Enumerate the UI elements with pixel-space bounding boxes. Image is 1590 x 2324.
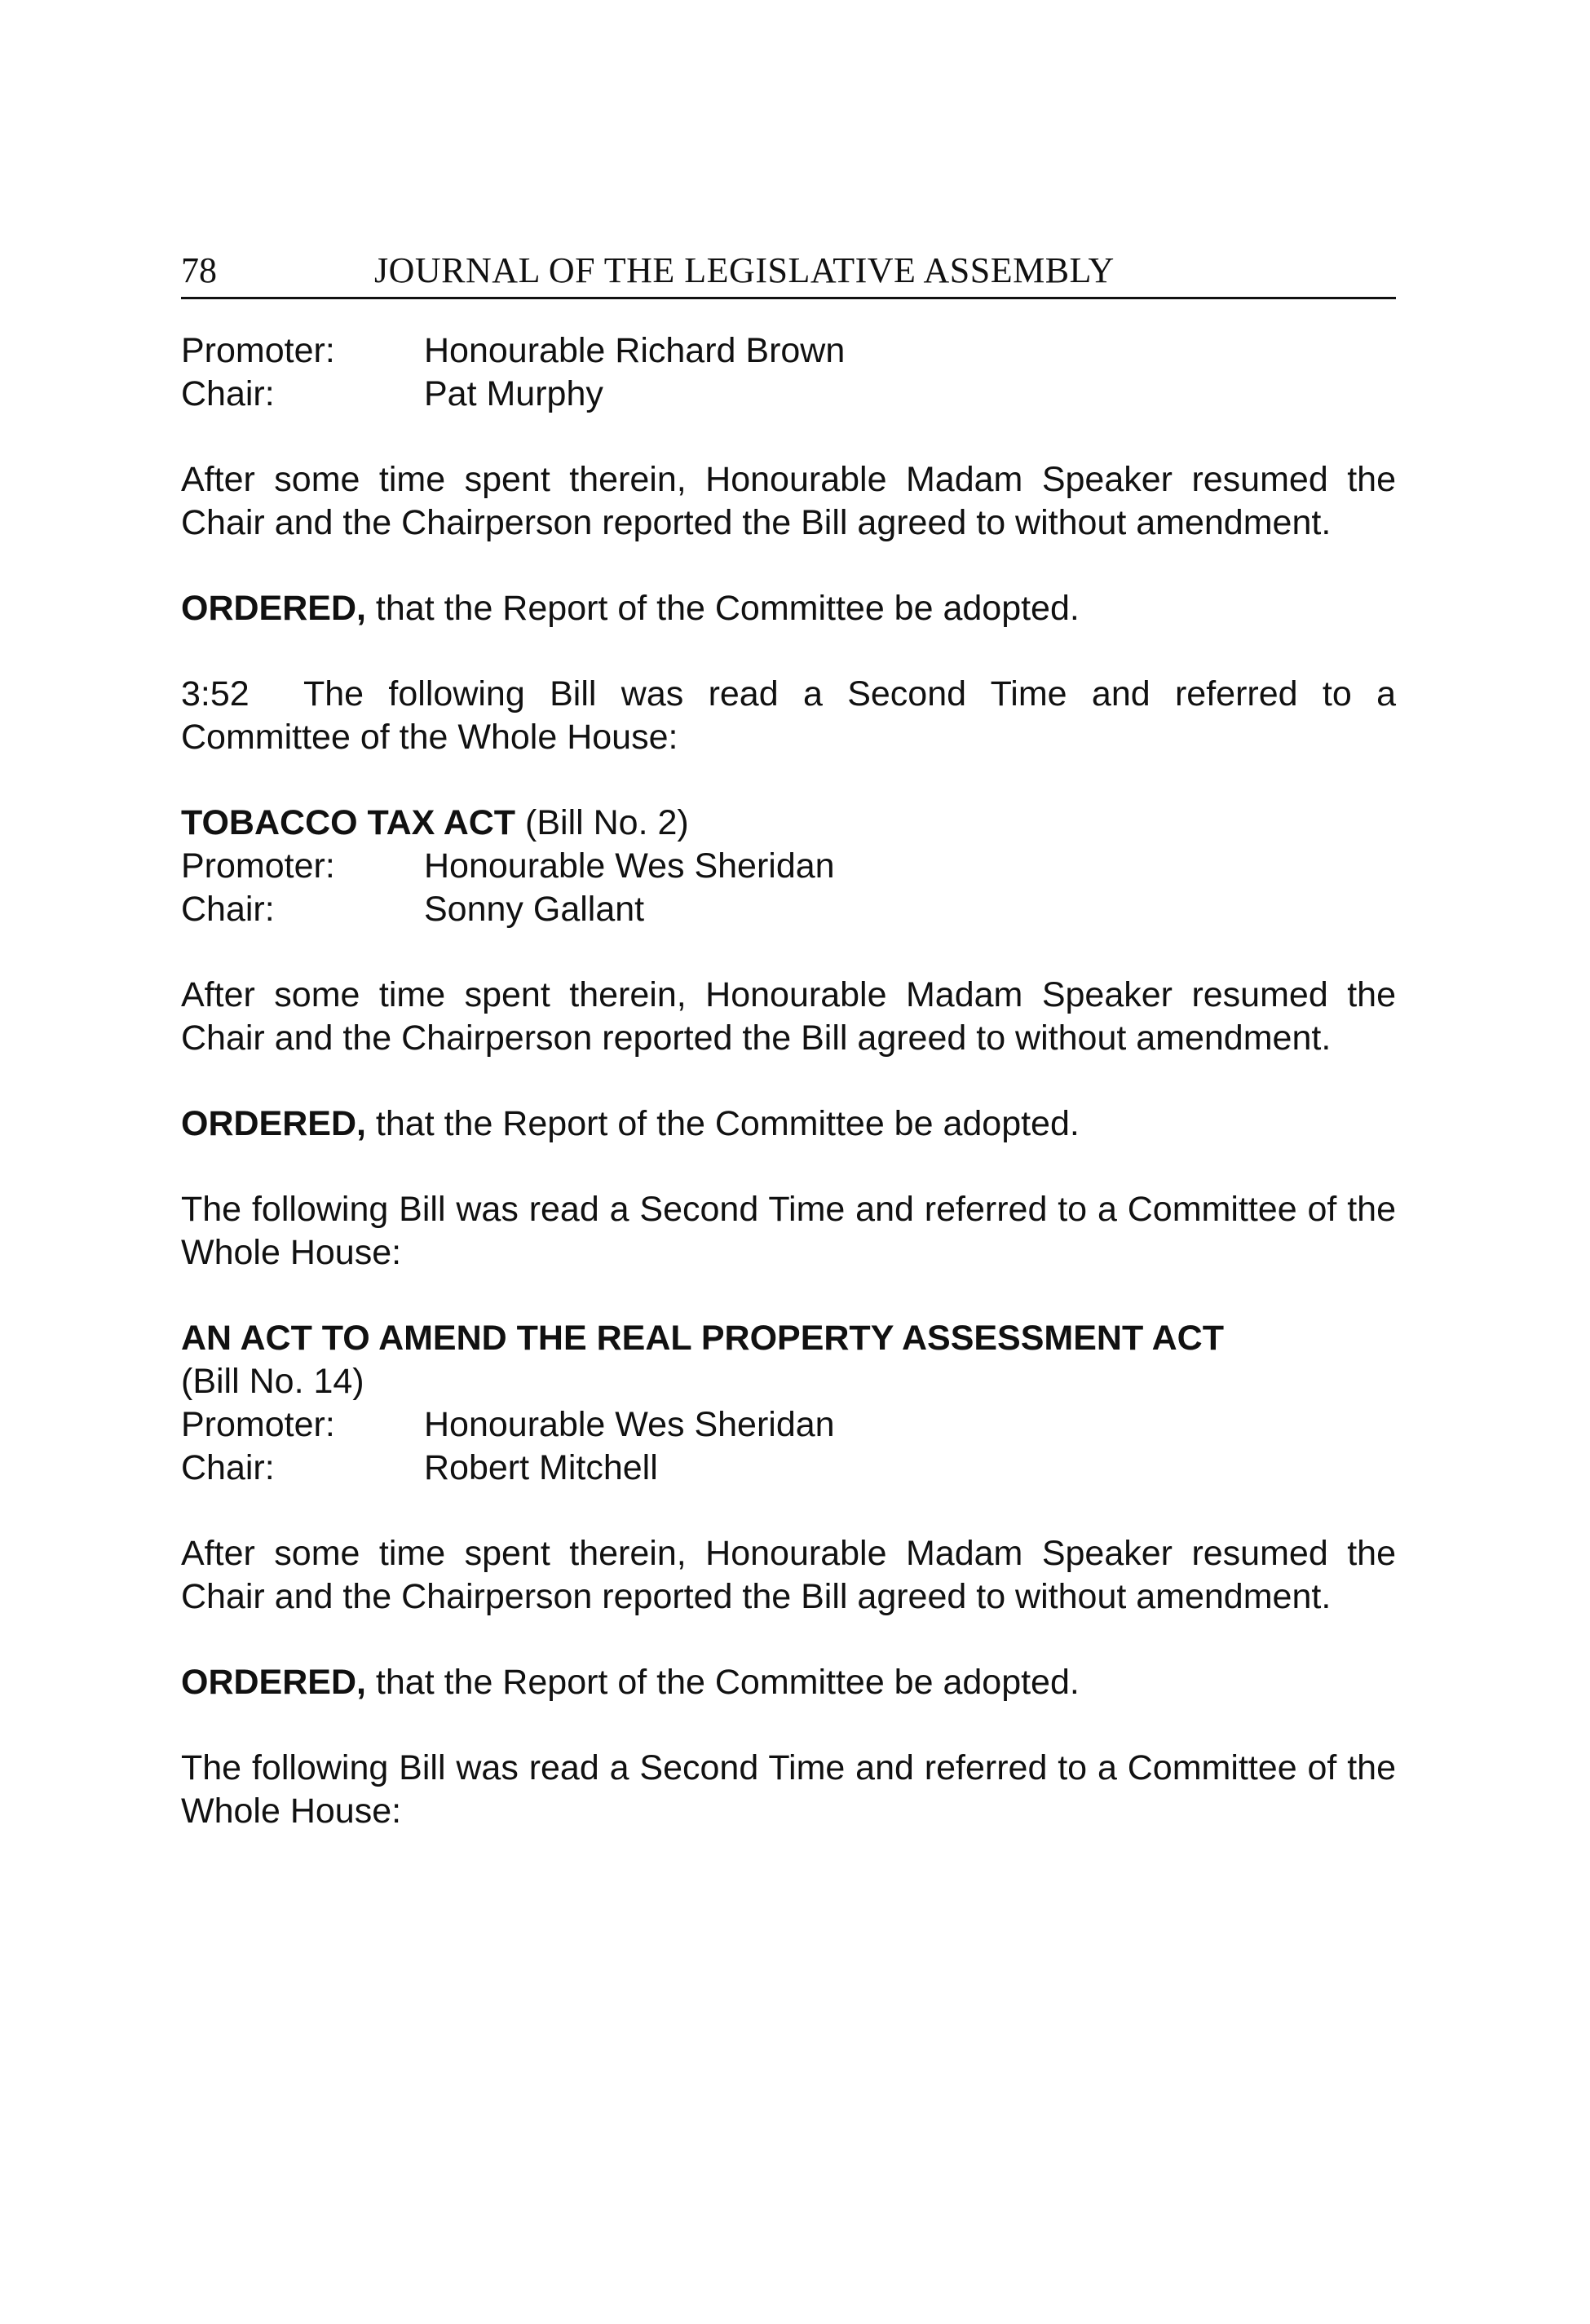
bill-heading — [181, 802, 1396, 845]
chair-name: Sonny Gallant — [424, 890, 645, 929]
ordered-paragraph — [181, 587, 1396, 630]
chair-name: Robert Mitchell — [424, 1448, 658, 1487]
chair-label: Chair: — [181, 1448, 275, 1487]
ordered-text: that the Report of the Committee be adopted. — [365, 1104, 1080, 1143]
ordered-paragraph — [181, 1102, 1396, 1146]
promoter-label: Promoter: — [181, 331, 335, 370]
second-reading-paragraph — [181, 673, 1396, 759]
chair-row — [181, 1447, 1396, 1490]
second-reading-paragraph: The following Bill was read a Second Time and referred to a Committee of the Whole House: — [181, 1748, 1396, 1831]
journal-title: JOURNAL OF THE LEGISLATIVE ASSEMBLY — [374, 250, 1115, 290]
second-reading-text: The following Bill was read a Second Time and referred to a Committee of the Whole House: — [181, 674, 1396, 757]
promoter-row — [181, 845, 1396, 888]
ordered-paragraph — [181, 1661, 1396, 1704]
committee-report-paragraph: After some time spent therein, Honourable Madam Speaker resumed the Chair and the Chairperson reported the Bill agreed to without amendment. — [181, 975, 1396, 1058]
committee-report-paragraph: After some time spent therein, Honourable Madam Speaker resumed the Chair and the Chairperson reported the Bill agreed to without amendment. — [181, 460, 1396, 542]
ordered-keyword: ORDERED, — [181, 1104, 366, 1143]
chair-row — [181, 888, 1396, 931]
bill-details — [181, 1317, 1396, 1490]
promoter-label: Promoter: — [181, 1405, 335, 1444]
promoter-row — [181, 1403, 1396, 1447]
promoter-name: Honourable Wes Sheridan — [424, 846, 835, 886]
chair-name: Pat Murphy — [424, 374, 603, 413]
second-reading-paragraph: The following Bill was read a Second Time and referred to a Committee of the Whole House: — [181, 1190, 1396, 1272]
chair-row — [181, 373, 1396, 416]
chair-label: Chair: — [181, 374, 275, 413]
committee-report-paragraph: After some time spent therein, Honourable Madam Speaker resumed the Chair and the Chairperson reported the Bill agreed to without amendment. — [181, 1534, 1396, 1616]
bill-number: (Bill No. 2) — [515, 803, 689, 842]
page-number: 78 — [181, 250, 217, 290]
ordered-keyword: ORDERED, — [181, 1663, 366, 1702]
promoter-label: Promoter: — [181, 846, 335, 886]
page-body — [181, 329, 1396, 1876]
ordered-text: that the Report of the Committee be adopted. — [365, 589, 1080, 628]
promoter-name: Honourable Richard Brown — [424, 331, 846, 370]
bill-title: AN ACT TO AMEND THE REAL PROPERTY ASSESSMENT ACT — [181, 1319, 1224, 1358]
page-header — [181, 245, 1396, 299]
chair-label: Chair: — [181, 890, 275, 929]
bill-number: (Bill No. 14) — [181, 1362, 364, 1401]
bill-title: TOBACCO TAX ACT — [181, 803, 516, 842]
bill-details — [181, 329, 1396, 416]
bill-details — [181, 802, 1396, 931]
promoter-row — [181, 329, 1396, 373]
time-stamp: 3:52 — [181, 674, 250, 714]
promoter-name: Honourable Wes Sheridan — [424, 1405, 835, 1444]
ordered-text: that the Report of the Committee be adopted. — [365, 1663, 1080, 1702]
ordered-keyword: ORDERED, — [181, 589, 366, 628]
